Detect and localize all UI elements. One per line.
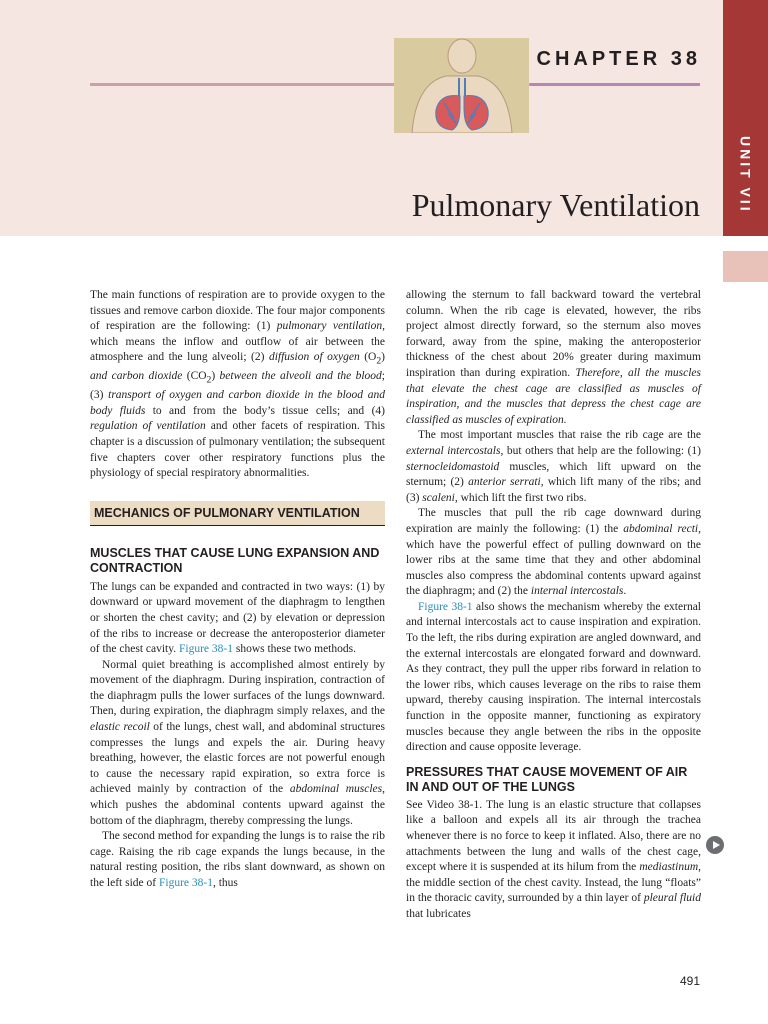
paragraph: The muscles that pull the rib cage downward during expiration are mainly the following: (1) the abdominal recti, which have the powerful effect of pulling downward on the lower ribs at the same time that they and other abdominal muscles also compress the abdominal contents upward against the diaphragm; and (2) the internal intercostals. [406, 507, 701, 598]
subheading-muscles: MUSCLES THAT CAUSE LUNG EXPANSION AND CONTRACTION [90, 545, 380, 575]
figure-link[interactable]: Figure 38-1 [158, 877, 213, 889]
column-right [406, 288, 701, 923]
paragraph: Figure 38-1 also shows the mechanism whereby the external and internal intercostals act to cause inspiration and expiration. To the left, the ribs during expiration are angled downward, and the external intercostals are elongated forward and downward. As they contract, they pull the upper ribs forward in relation to the lower ribs, which causes leverage on the ribs to raise them upward, thereby causing inspiration. The internal intercostals function in the opposite manner, functioning as expiratory muscles because they angle between the ribs in the opposite direction and cause opposite leverage. [406, 600, 701, 754]
paragraph: The lungs can be expanded and contracted in two ways: (1) by downward or upward movement of the diaphragm to lengthen or shorten the chest cavity; and (2) by elevation or depression of the ribs to increase or decrease the anteroposterior diameter of the chest cavity. Figure 38-1 shows these two methods. [90, 580, 385, 656]
section-heading: MECHANICS OF PULMONARY VENTILATION [90, 501, 385, 526]
figure-link[interactable]: Figure 38-1 [179, 643, 233, 656]
paragraph: See Video 38-1. The lung is an elastic structure that collapses like a balloon and expels all its air through the trachea whenever there is no force to keep it inflated. Also, there are no attachments between the lung and walls of the chest cage, except where it is suspended at its hilum from the mediastinum, the middle section of the chest cavity. Instead, the lung “floats” in the thoracic cavity, surrounded by a thin layer of pleural fluid that lubricates [406, 798, 701, 920]
unit-label: UNIT VII [737, 136, 754, 214]
figure-link[interactable]: Figure 38-1 [418, 600, 473, 613]
play-circle-icon[interactable] [706, 836, 724, 854]
page-title: Pulmonary Ventilation [411, 187, 700, 223]
column-left [90, 288, 385, 892]
side-chip [723, 251, 768, 282]
chapter-label: CHAPTER 38 [536, 48, 701, 70]
page-number: 491 [679, 974, 700, 988]
lungs-illustration-icon [394, 38, 529, 133]
paragraph: The most important muscles that raise the rib cage are the external intercostals, but others that help are the following: (1) sternocleidomastoid muscles, which lift upward on the sternum; (2) anterior serrati, which lift many of the ribs; and (3) scaleni, which lift the first two ribs. [406, 429, 701, 504]
paragraph: allowing the sternum to fall backward toward the vertebral column. When the rib cage is elevated, however, the ribs project almost directly forward, so the sternum also moves forward, away from the spine, making the anteroposterior thickness of the chest about 20% greater during maximum inspiration than during expiration. Therefore, all the muscles that elevate the chest cage are classified as muscles of inspiration, and the muscles that depress the chest cage are classified as muscles of expiration. [406, 289, 701, 426]
chapter-rule-accent [530, 83, 700, 86]
subheading-pressures: PRESSURES THAT CAUSE MOVEMENT OF AIR IN AND OUT OF THE LUNGS [406, 764, 688, 794]
paragraph: Normal quiet breathing is accomplished almost entirely by movement of the diaphragm. During inspiration, contraction of the diaphragm pulls the lower surfaces of the lungs downward. Then, during expiration, the diaphragm simply relaxes, and the elastic recoil of the lungs, chest wall, and abdominal structures compresses the lungs and expels the air. During heavy breathing, however, the elastic forces are not powerful enough to cause the necessary rapid expiration, so extra force is achieved mainly by contraction of the abdominal muscles, which pushes the abdominal contents upward against the bottom of the diaphragm, thereby compressing the lungs. [90, 658, 385, 827]
intro-paragraph: The main functions of respiration are to provide oxygen to the tissues and remove carbon dioxide. The four major components of respiration are the following: (1) pulmonary ventilation, which means the inflow and outflow of air between the atmosphere and the lung alveoli; (2) diffusion of oxygen $(O_2)$ and carbon dioxide $(CO_2)$ between the alveoli and the blood; (3) transport of oxygen and carbon dioxide in the blood and body fluids to and from the body’s tissue cells; and (4) regulation of ventilation and other facets of respiration. This chapter is a discussion of pulmonary ventilation; the subsequent five chapters cover other respiratory functions plus the physiology of special respiratory abnormalities. [90, 289, 385, 480]
chapter-illustration [394, 38, 529, 133]
paragraph: The second method for expanding the lungs is to raise the rib cage. Raising the rib cage expands the lungs because, in the natural resting position, the ribs slant downward, as shown on the left side of Figure 38-1, thus [90, 830, 385, 889]
